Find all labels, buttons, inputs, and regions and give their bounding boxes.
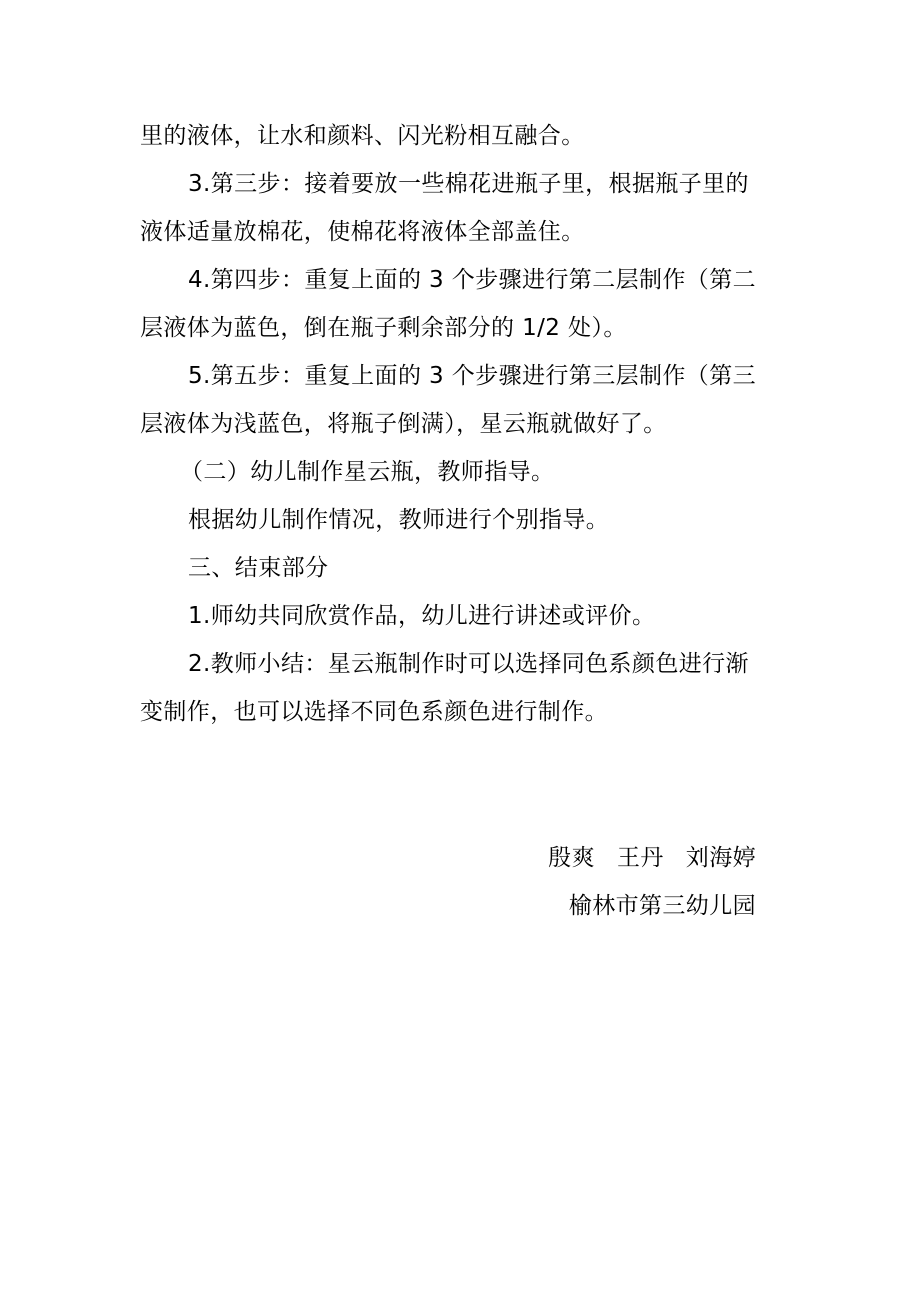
paragraph-line: 根据幼儿制作情况，教师进行个别指导。 (188, 507, 610, 533)
author-name: 殷爽 (548, 845, 595, 871)
paragraph-line: 4.第四步：重复上面的 3 个步骤进行第二层制作（第二 (188, 267, 756, 293)
author-name: 王丹 (616, 845, 664, 871)
paragraph-line: 2.教师小结：星云瓶制作时可以选择同色系颜色进行渐 (188, 651, 749, 677)
paragraph-line: 层液体为蓝色，倒在瓶子剩余部分的 1/2 处）。 (140, 315, 627, 341)
paragraph-line: 里的液体，让水和颜料、闪光粉相互融合。 (140, 123, 585, 149)
organization-name: 榆林市第三幼儿园 (568, 893, 756, 919)
body-text (140, 112, 782, 736)
author-names (548, 834, 756, 882)
paragraph-line: 变制作，也可以选择不同色系颜色进行制作。 (140, 699, 608, 725)
signature-block (548, 834, 756, 930)
paragraph-line: 5.第五步：重复上面的 3 个步骤进行第三层制作（第三 (188, 363, 756, 389)
section-heading: 三、结束部分 (188, 555, 329, 581)
paragraph-line: 1.师幼共同欣赏作品，幼儿进行讲述或评价。 (188, 603, 656, 629)
paragraph-line: 层液体为浅蓝色，将瓶子倒满），星云瓶就做好了。 (140, 411, 667, 437)
author-name: 刘海婷 (685, 845, 756, 871)
paragraph-line: 液体适量放棉花，使棉花将液体全部盖住。 (140, 219, 585, 245)
paragraph-line: 3.第三步：接着要放一些棉花进瓶子里，根据瓶子里的 (188, 171, 749, 197)
section-heading: （二）幼儿制作星云瓶，教师指导。 (180, 459, 555, 485)
